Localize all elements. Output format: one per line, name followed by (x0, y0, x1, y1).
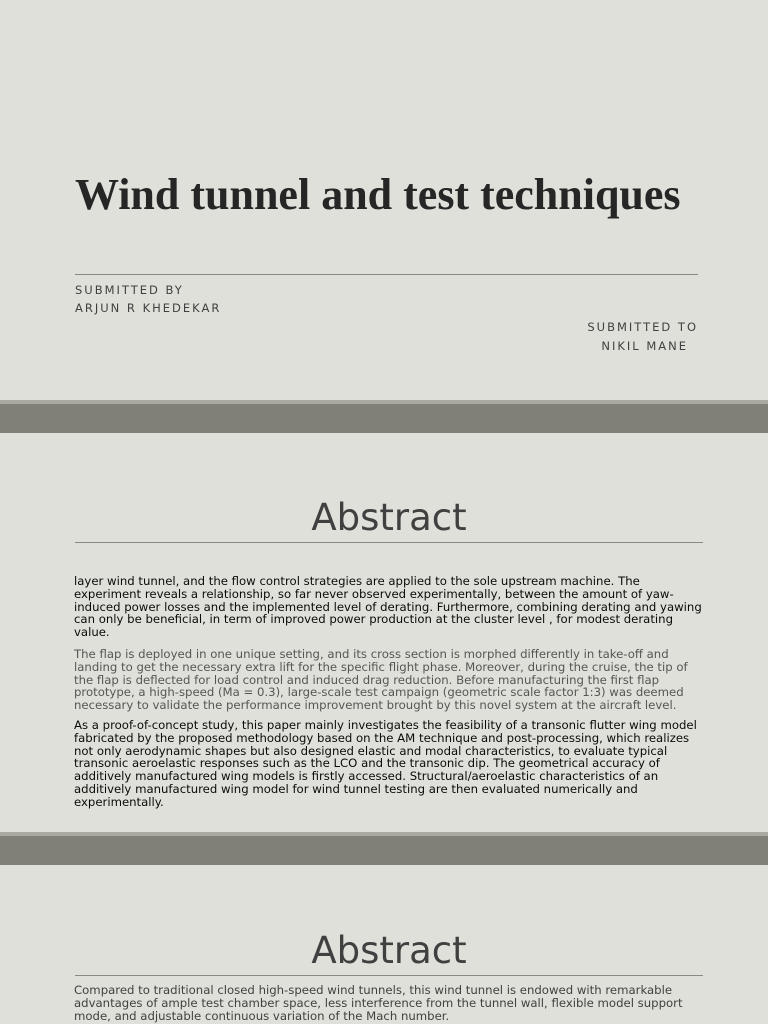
abstract-paragraph (74, 719, 706, 809)
submitted-by-name: ARJUN R KHEDEKAR (75, 301, 222, 315)
title-divider-line (75, 274, 698, 275)
abstract-paragraph (74, 575, 706, 639)
paragraph-text: As a proof-of-concept study, this paper mainly investigates the feasibility of a transonic flutter wing model fabricated by the proposed methodology based on the AM technique and post-processing, which realizes not only aerodynamic shapes but also designed elastic and modal characteristics, to evaluate typical transonic aeroelastic responses such as the LCO and the transonic dip. The geometrical accuracy of additively manufactured wing models is firstly accessed. Structural/aeroelastic characteristics of an additively manufactured wing model for wind tunnel testing are then evaluated numerically and experimentally. (74, 718, 697, 809)
title-slide (0, 0, 768, 400)
abstract-paragraph (74, 984, 706, 1022)
abstract-heading: Abstract (311, 496, 467, 539)
abstract-slide-continued (0, 865, 768, 1024)
submitted-to-label: SUBMITTED TO (587, 320, 698, 334)
abstract-divider-line (75, 542, 703, 543)
paragraph-text: layer wind tunnel, and the flow control strategies are applied to the sole upstream machine. The experiment reveals a relationship, so far never observed experimentally, between the amount of yaw-induced power losses and the implemented level of derating. Furthermore, combining derating and yawing can only be beneficial, in term of improved power production at the cluster level , for modest derating value. (74, 574, 702, 640)
paragraph-text: The flap is deployed in one unique setting, and its cross section is morphed differently in take-off and landing to get the necessary extra lift for the specific flight phase. Moreover, during the cruise, the tip of the flap is deflected for load control and induced drag reduction. Before manufacturing the first flap prototype, a high-speed (Ma = 0.3), large-scale test campaign (geometric scale factor 1:3) was deemed necessary to validate the performance improvement brought by this novel system at the aircraft level. (74, 647, 688, 713)
abstract-divider-line (75, 975, 703, 976)
abstract-paragraph (74, 648, 706, 712)
slide-separator (0, 400, 768, 433)
slide-separator (0, 832, 768, 865)
abstract-heading: Abstract (311, 929, 467, 972)
submitted-by-label: SUBMITTED BY (75, 283, 184, 297)
abstract-slide (0, 433, 768, 833)
submitted-to-name: NIKIL MANE (601, 339, 688, 353)
paragraph-text: Compared to traditional closed high-speed wind tunnels, this wind tunnel is endowed with remarkable advantages of ample test chamber space, less interference from the tunnel wall, flexible model support mode, and adjustable continuous variation of the Mach number. (74, 983, 683, 1023)
document-title: Wind tunnel and test techniques (75, 170, 681, 219)
